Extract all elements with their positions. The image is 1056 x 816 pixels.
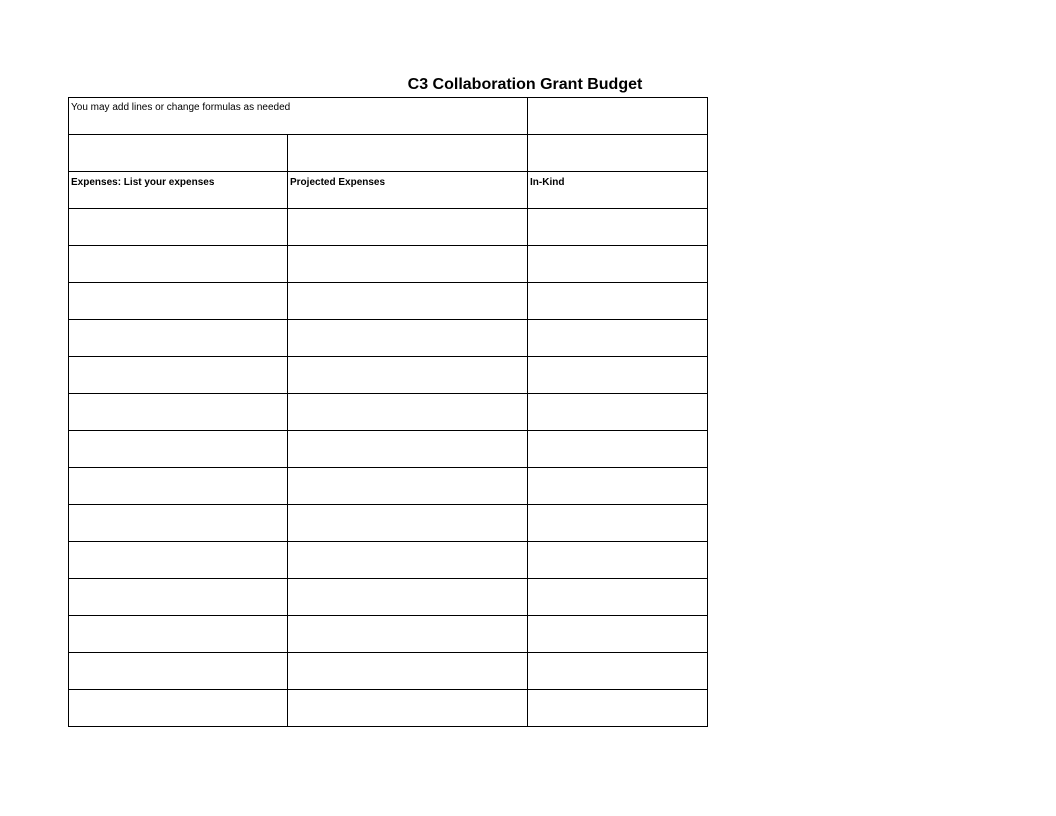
in-kind-cell[interactable] <box>528 542 708 579</box>
projected-cell[interactable] <box>288 653 528 690</box>
projected-cell[interactable] <box>288 320 528 357</box>
projected-cell[interactable] <box>288 468 528 505</box>
expense-cell[interactable] <box>69 542 288 579</box>
expense-cell[interactable] <box>69 653 288 690</box>
expense-row <box>69 690 708 727</box>
note-side-cell[interactable] <box>528 98 708 135</box>
expense-row <box>69 579 708 616</box>
projected-cell[interactable] <box>288 690 528 727</box>
header-expenses[interactable]: Expenses: List your expenses <box>69 172 288 209</box>
in-kind-cell[interactable] <box>528 653 708 690</box>
expense-row <box>69 505 708 542</box>
expense-cell[interactable] <box>69 579 288 616</box>
expense-cell[interactable] <box>69 357 288 394</box>
budget-table-body <box>69 98 708 727</box>
document-title: C3 Collaboration Grant Budget <box>407 76 643 93</box>
expense-cell[interactable] <box>69 616 288 653</box>
expense-row <box>69 209 708 246</box>
in-kind-cell[interactable] <box>528 320 708 357</box>
note-cell[interactable]: You may add lines or change formulas as needed <box>69 98 528 135</box>
in-kind-cell[interactable] <box>528 394 708 431</box>
expense-cell[interactable] <box>69 431 288 468</box>
projected-cell[interactable] <box>288 394 528 431</box>
expense-cell[interactable] <box>69 394 288 431</box>
budget-table <box>68 97 708 727</box>
projected-cell[interactable] <box>288 505 528 542</box>
expense-cell[interactable] <box>69 690 288 727</box>
blank-cell-projected[interactable] <box>288 135 528 172</box>
note-row <box>69 98 708 135</box>
projected-cell[interactable] <box>288 357 528 394</box>
projected-cell[interactable] <box>288 542 528 579</box>
in-kind-cell[interactable] <box>528 357 708 394</box>
header-row <box>69 172 708 209</box>
projected-cell[interactable] <box>288 209 528 246</box>
expense-row <box>69 542 708 579</box>
expense-row <box>69 431 708 468</box>
expense-cell[interactable] <box>69 320 288 357</box>
blank-cell-in-kind[interactable] <box>528 135 708 172</box>
expense-cell[interactable] <box>69 505 288 542</box>
header-projected-expenses[interactable]: Projected Expenses <box>288 172 528 209</box>
blank-cell-expenses[interactable] <box>69 135 288 172</box>
projected-cell[interactable] <box>288 431 528 468</box>
in-kind-cell[interactable] <box>528 209 708 246</box>
expense-row <box>69 320 708 357</box>
expense-row <box>69 468 708 505</box>
in-kind-cell[interactable] <box>528 616 708 653</box>
expense-row <box>69 283 708 320</box>
header-in-kind[interactable]: In-Kind <box>528 172 708 209</box>
expense-row <box>69 246 708 283</box>
in-kind-cell[interactable] <box>528 431 708 468</box>
expense-cell[interactable] <box>69 468 288 505</box>
blank-row <box>69 135 708 172</box>
in-kind-cell[interactable] <box>528 468 708 505</box>
expense-cell[interactable] <box>69 283 288 320</box>
in-kind-cell[interactable] <box>528 246 708 283</box>
expense-row <box>69 357 708 394</box>
projected-cell[interactable] <box>288 616 528 653</box>
in-kind-cell[interactable] <box>528 283 708 320</box>
projected-cell[interactable] <box>288 579 528 616</box>
projected-cell[interactable] <box>288 246 528 283</box>
expense-cell[interactable] <box>69 246 288 283</box>
expense-row <box>69 616 708 653</box>
in-kind-cell[interactable] <box>528 690 708 727</box>
expense-cell[interactable] <box>69 209 288 246</box>
expense-row <box>69 394 708 431</box>
expense-row <box>69 653 708 690</box>
projected-cell[interactable] <box>288 283 528 320</box>
in-kind-cell[interactable] <box>528 505 708 542</box>
in-kind-cell[interactable] <box>528 579 708 616</box>
